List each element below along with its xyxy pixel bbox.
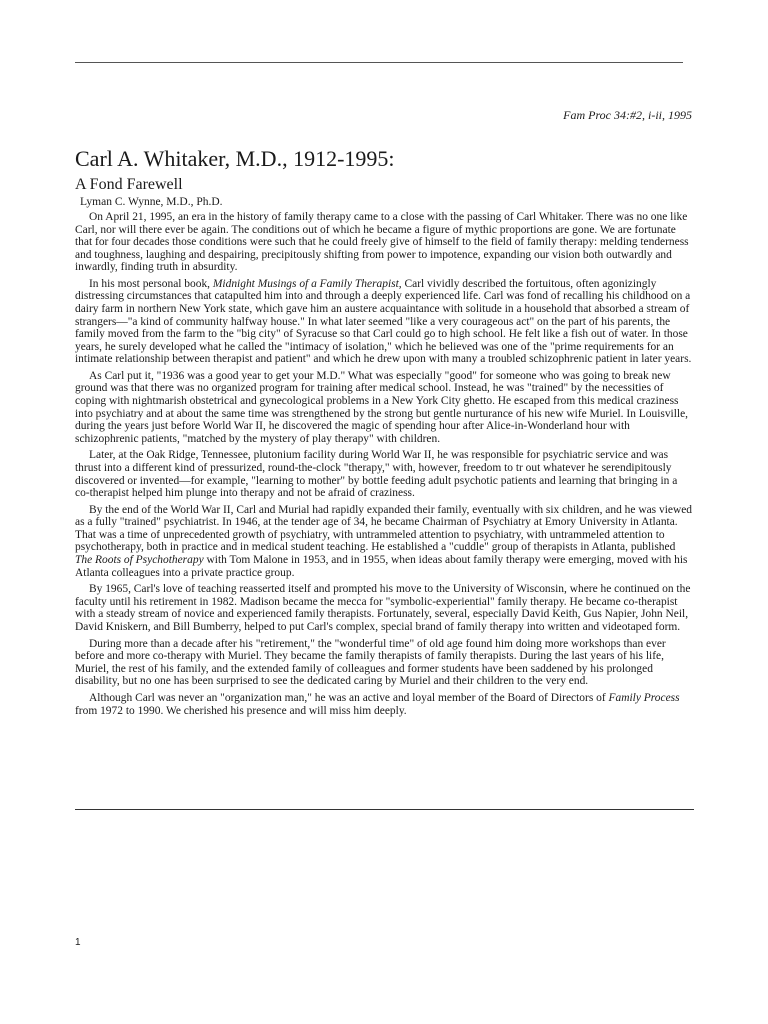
article-subtitle: A Fond Farewell: [75, 176, 183, 193]
paragraph: [75, 583, 694, 633]
paragraph-text: from 1972 to 1990. We cherished his presence and will miss him deeply.: [75, 704, 407, 717]
author-byline: Lyman C. Wynne, M.D., Ph.D.: [80, 196, 223, 208]
italic-title-text: Midnight Musings of a Family Therapist,: [212, 277, 402, 290]
italic-title-text: The Roots of Psychotherapy: [75, 553, 204, 566]
paragraph-text: Later, at the Oak Ridge, Tennessee, plutonium facility during World War II, he was responsible for psychiatric service and was thrust into a different kind of pressurized, round-the-clock "therapy," with, however, freedom to tr out whatever he serendipitously discovered or invented—for example, "learning to mother" by bottle feeding adult psychotic patients and learning that bringing in a co-therapist helped him plunge into therapy and not be afraid of craziness.: [75, 449, 678, 500]
paragraph-text: By the end of the World War II, Carl and Murial had rapidly expanded their family, eventually with six children, and he was viewed as a fully "trained" psychiatrist. In 1946, at the tender age of 34, he became Chairman of Psychiatry at Emory University in Atlanta. That was a time of unprecedented growth of psychiatry, with untrammeled attention to psychiatry, with untrammeled attention to psychotherapy, both in practice and in medical student teaching. He established a "cuddle" group of therapists in Atlanta, published: [75, 503, 693, 554]
paragraph-text: On April 21, 1995, an era in the history of family therapy came to a close with the passing of Carl Whitaker. There was no one like Carl, nor will there ever be again. The conditions out of which he became a figure of mythic proportions are gone. We are fortunate that for four decades those conditions were such that he could freely give of himself to the field of family therapy: melding tenderness and toughness, laughing and despairing, precipitously shifting from power to impotence, expanding our vision both outwardly and inwardly, finding truth in absurdity.: [75, 211, 689, 274]
bottom-rule: [75, 809, 694, 810]
paragraph: [75, 278, 694, 366]
article-title: Carl A. Whitaker, M.D., 1912-1995:: [75, 146, 395, 171]
paragraph-text: During more than a decade after his "retirement," the "wonderful time" of old age found him doing more workshops than ever before and more co-therapy with Muriel. They became the family therapists of family therapists. During the last years of his life, Muriel, the rest of his family, and the extended family of colleagues and former students have been saddened by his prolonged disability, but no one has been surprised to see the dedicated caring by Muriel and their children to the very end.: [75, 637, 666, 688]
paragraph: [75, 211, 694, 274]
top-rule: [75, 62, 683, 63]
paragraph: [75, 370, 694, 445]
paragraph-text: Although Carl was never an "organization man," he was an active and loyal member of the Board of Directors of: [89, 692, 609, 704]
paragraph-text: As Carl put it, "1936 was a good year to get your M.D." What was especially "good" for someone who was going to break new ground was that there was no organized program for training after medical school. Instead, he was "trained" by the necessities of coping with nightmarish obstetrical and gynecological problems in a New York City ghetto. He escaped from this medical craziness into psychiatry and at about the same time was strengthened by the strong but gentle nurturance of his new wife Muriel. In Louisville, during the years just before World War II, he discovered the magic of spending hour after Alice-in-Wonderland hour with schizophrenic patients, "matched by the mystery of play therapy" with children.: [75, 369, 689, 445]
paragraph-text: Carl vividly described the fortuitous, often agonizingly distressing circumstances that catapulted him into and through a deeply experienced life. Carl was fond of recalling his childhood on a dairy farm in northern New York state, which gave him an austere acquaintance with solitude in a household that absorbed a stream of strangers—"a kind of community halfway house." In what later seemed "like a very courageous act" on the part of his parents, the family moved from the farm to the "big city" of Syracuse so that Carl could go to high school. He felt like a fish out of water. In those years, he surely developed what he called the "intimacy of isolation," which he believed was one of the "prime requirements for an intimate relationship between therapist and patient" and which he drew upon with many a troubled schizophrenic patient in later years.: [75, 277, 692, 366]
paragraph: [75, 638, 694, 688]
paragraph: [75, 504, 694, 579]
page-number: 1: [75, 937, 81, 948]
italic-title-text: Family Process: [608, 692, 680, 704]
paragraph-text: In his most personal book,: [89, 277, 213, 290]
journal-citation: Fam Proc 34:#2, i-ii, 1995: [563, 108, 692, 122]
paragraph: [75, 449, 694, 499]
paragraph-text: with Tom Malone in 1953, and in 1955, when ideas about family therapy were emerging, moved with his Atlanta colleagues into a private practice group.: [75, 553, 688, 579]
paragraph: [75, 692, 694, 717]
paragraph-text: By 1965, Carl's love of teaching reasserted itself and prompted his move to the University of Wisconsin, where he continued on the faculty until his retirement in 1982. Madison became the mecca for "symbolic-experiential" family therapy. He became co-therapist with a steady stream of novice and experienced family therapists. Fortunately, several, especially David Keith, Gus Napier, John Neil, David Kniskern, and Bill Bumberry, helped to put Carl's complex, special brand of family therapy into written and videotaped form.: [75, 583, 691, 633]
article-body: [75, 211, 694, 721]
